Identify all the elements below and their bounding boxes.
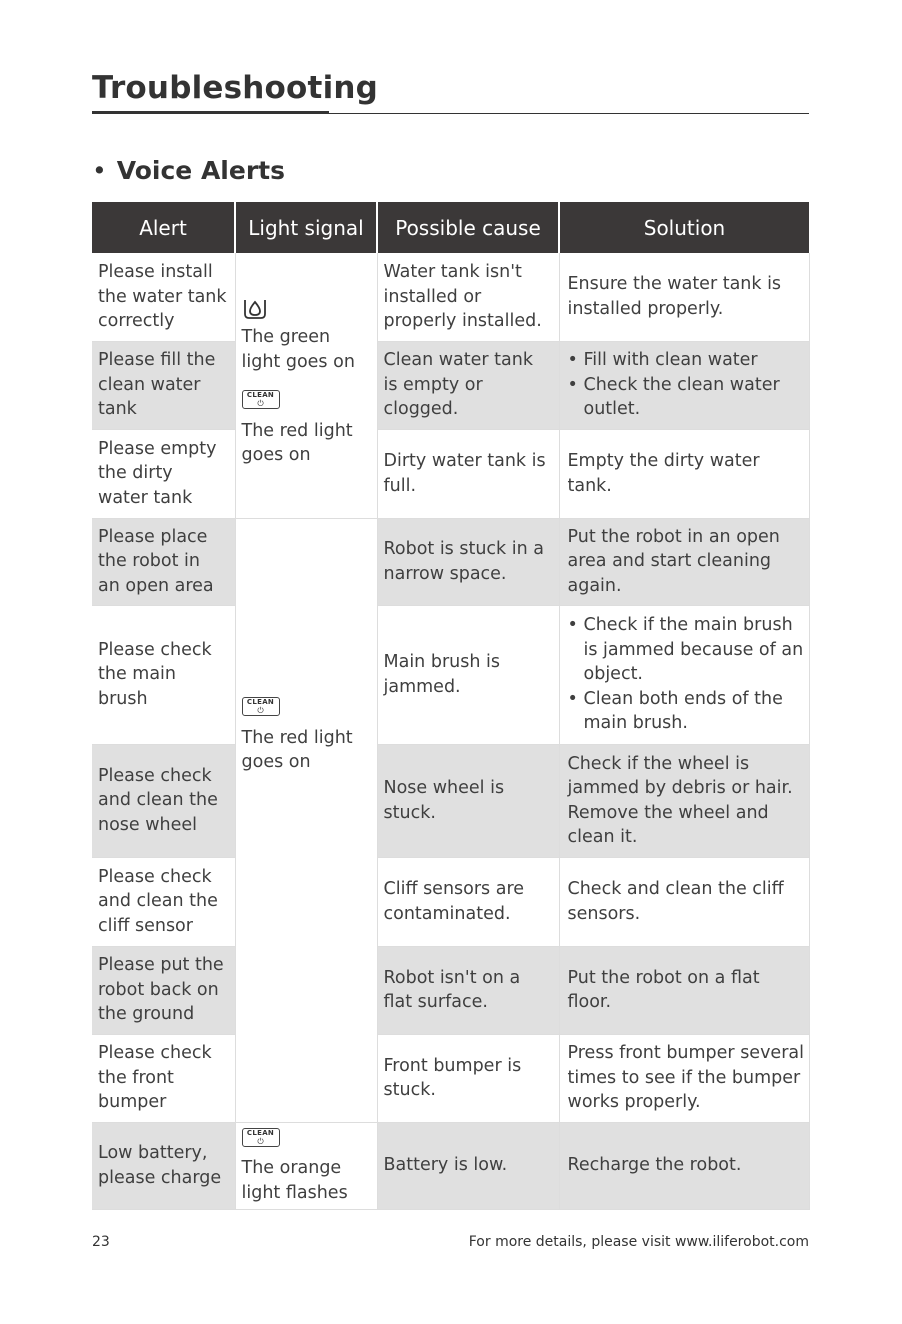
solution-bullet: • Fill with clean water	[568, 348, 805, 373]
table-header-row	[92, 202, 809, 253]
section-title: Voice Alerts	[116, 156, 285, 185]
table-row	[92, 429, 809, 518]
light-signal-red: The red light goes on	[241, 420, 353, 465]
table-row	[92, 341, 809, 429]
solution-cell	[559, 341, 809, 429]
solution-cell: Empty the dirty water tank.	[559, 429, 809, 518]
light-signal-red: The red light goes on	[241, 727, 353, 773]
section-bullet: •	[92, 156, 107, 185]
solution-bullet: • Check the clean water outlet.	[568, 373, 805, 422]
solution-cell: Check if the wheel is jammed by debris or hair. Remove the wheel and clean it.	[559, 744, 809, 857]
light-signal-cell	[235, 1122, 377, 1209]
cause-cell: Dirty water tank is full.	[377, 429, 559, 518]
solution-bullet: • Clean both ends of the main brush.	[568, 687, 805, 736]
header-alert: Alert	[92, 202, 235, 253]
clean-button-icon: CLEAN ⏻	[242, 1128, 280, 1147]
table-row	[92, 253, 809, 341]
alert-cell: Please place the robot in an open area	[92, 518, 235, 605]
solution-cell	[559, 605, 809, 744]
section-heading	[92, 156, 285, 185]
alert-cell: Please check and clean the nose wheel	[92, 744, 235, 857]
table-row	[92, 605, 809, 744]
water-drop-icon	[242, 297, 268, 321]
clean-button-icon: CLEAN ⏻	[242, 697, 280, 716]
header-possible-cause: Possible cause	[377, 202, 559, 253]
alert-cell: Low battery, please charge	[92, 1122, 235, 1209]
cause-cell: Robot isn't on a flat surface.	[377, 946, 559, 1034]
table-row	[92, 946, 809, 1034]
title-underline-accent	[92, 111, 329, 114]
cause-cell: Clean water tank is empty or clogged.	[377, 341, 559, 429]
table-row	[92, 857, 809, 946]
table-row	[92, 744, 809, 857]
table-row	[92, 518, 809, 605]
cause-cell: Front bumper is stuck.	[377, 1034, 559, 1122]
light-signal-green: The green light goes on	[241, 327, 355, 372]
light-signal-orange: The orange light flashes	[241, 1158, 348, 1203]
solution-cell: Press front bumper several times to see if the bumper works properly.	[559, 1034, 809, 1122]
table-row	[92, 1122, 809, 1209]
cause-cell: Main brush is jammed.	[377, 605, 559, 744]
alert-cell: Please check the front bumper	[92, 1034, 235, 1122]
alert-cell: Please empty the dirty water tank	[92, 429, 235, 518]
header-solution: Solution	[559, 202, 809, 253]
solution-cell: Put the robot in an open area and start cleaning again.	[559, 518, 809, 605]
cause-cell: Robot is stuck in a narrow space.	[377, 518, 559, 605]
alert-cell: Please check and clean the cliff sensor	[92, 857, 235, 946]
light-signal-cell	[235, 518, 377, 1122]
cause-cell: Battery is low.	[377, 1122, 559, 1209]
cause-cell: Nose wheel is stuck.	[377, 744, 559, 857]
page-number: 23	[92, 1234, 110, 1250]
header-light-signal: Light signal	[235, 202, 377, 253]
page-title: Troubleshooting	[92, 70, 379, 106]
alert-cell: Please fill the clean water tank	[92, 341, 235, 429]
cause-cell: Cliff sensors are contaminated.	[377, 857, 559, 946]
footer-website-note: For more details, please visit www.iliferobot.com	[468, 1234, 809, 1250]
alert-cell: Please check the main brush	[92, 605, 235, 744]
clean-button-icon: CLEAN ⏻	[242, 390, 280, 409]
solution-bullet: • Check if the main brush is jammed because of an object.	[568, 613, 805, 687]
alert-cell: Please put the robot back on the ground	[92, 946, 235, 1034]
light-signal-cell	[235, 253, 377, 518]
cause-cell: Water tank isn't installed or properly installed.	[377, 253, 559, 341]
solution-cell: Recharge the robot.	[559, 1122, 809, 1209]
solution-cell: Put the robot on a flat floor.	[559, 946, 809, 1034]
solution-cell: Check and clean the cliff sensors.	[559, 857, 809, 946]
solution-cell: Ensure the water tank is installed properly.	[559, 253, 809, 341]
alert-cell: Please install the water tank correctly	[92, 253, 235, 341]
voice-alerts-table	[92, 202, 810, 1210]
table-row	[92, 1034, 809, 1122]
